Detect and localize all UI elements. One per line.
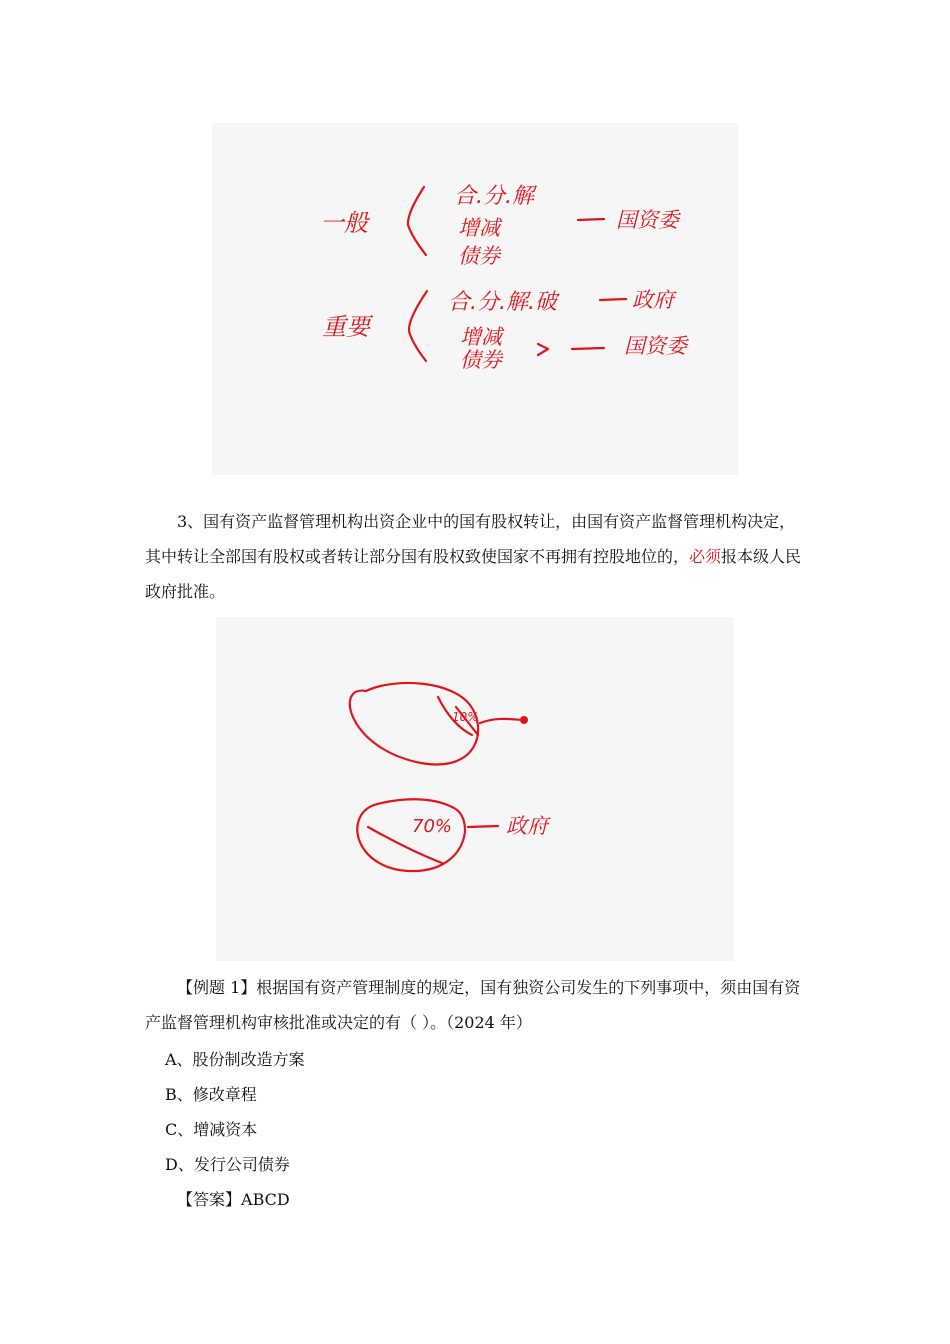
sketch-important-bottom-target: 国资委 <box>624 334 687 358</box>
option-b: B、修改章程 <box>165 1085 257 1104</box>
example-label: 【例题 1】 <box>177 978 257 997</box>
sketch-important-top-target: 政府 <box>632 288 674 312</box>
example-question-text: 根据国有资产管理制度的规定，国有独资公司发生的下列事项中，须由国有资产监督管理机构审核批准或决定的有（ ）。（2024 年） <box>145 978 801 1032</box>
handwritten-sketch-shareholding <box>216 617 734 961</box>
dash-general <box>578 219 604 220</box>
sketch-label-important: 重要 <box>322 313 370 341</box>
handwritten-sketch-approval-levels <box>212 123 738 475</box>
sketch-general-target: 国资委 <box>616 208 679 232</box>
sketch-bottom-target: 政府 <box>506 814 548 838</box>
paragraph-text-before: 3、国有资产监督管理机构出资企业中的国有股权转让，由国有资产监督管理机构决定，其中转让全部国有股权或者转让部分国有股权致使国家不再拥有控股地位的， <box>145 512 796 566</box>
option-d: D、发行公司债券 <box>165 1155 290 1174</box>
sketch-label-general: 一般 <box>320 209 368 237</box>
sketch-important-item-2: 债券 <box>460 348 502 372</box>
bracket-important <box>409 291 427 361</box>
dot-marker <box>520 716 528 724</box>
example-question <box>145 970 810 1040</box>
option-c: C、增减资本 <box>165 1120 258 1139</box>
paragraph-text-after: 报本级人民政府批准。 <box>145 547 802 601</box>
sketch-approval-levels-svg <box>212 123 738 475</box>
answer-label: 【答案】 <box>177 1190 242 1209</box>
dash-important-bottom <box>572 348 604 349</box>
bracket-general <box>408 187 426 255</box>
paragraph-highlight: 必须 <box>689 547 722 566</box>
arrow-important-bottom <box>538 344 548 355</box>
sketch-important-item-1: 增减 <box>460 325 502 349</box>
dash-bottom <box>468 826 498 827</box>
sketch-general-item-1: 合.分.解 <box>454 184 534 209</box>
sketch-general-item-3: 债券 <box>458 244 500 268</box>
dash-important-top <box>600 299 626 300</box>
sketch-shareholding-svg <box>216 617 734 961</box>
answer-value: ABCD <box>241 1190 290 1209</box>
sketch-bottom-percent: 70% <box>412 816 453 837</box>
sketch-important-items-top: 合.分.解.破 <box>448 290 557 315</box>
answer-line <box>177 1188 290 1212</box>
sketch-top-percent: 10% <box>452 710 479 724</box>
connector-top <box>480 719 522 723</box>
option-a: A、股份制改造方案 <box>165 1050 305 1069</box>
sketch-general-item-2: 增减 <box>458 216 500 240</box>
paragraph-equity-transfer <box>145 504 810 609</box>
